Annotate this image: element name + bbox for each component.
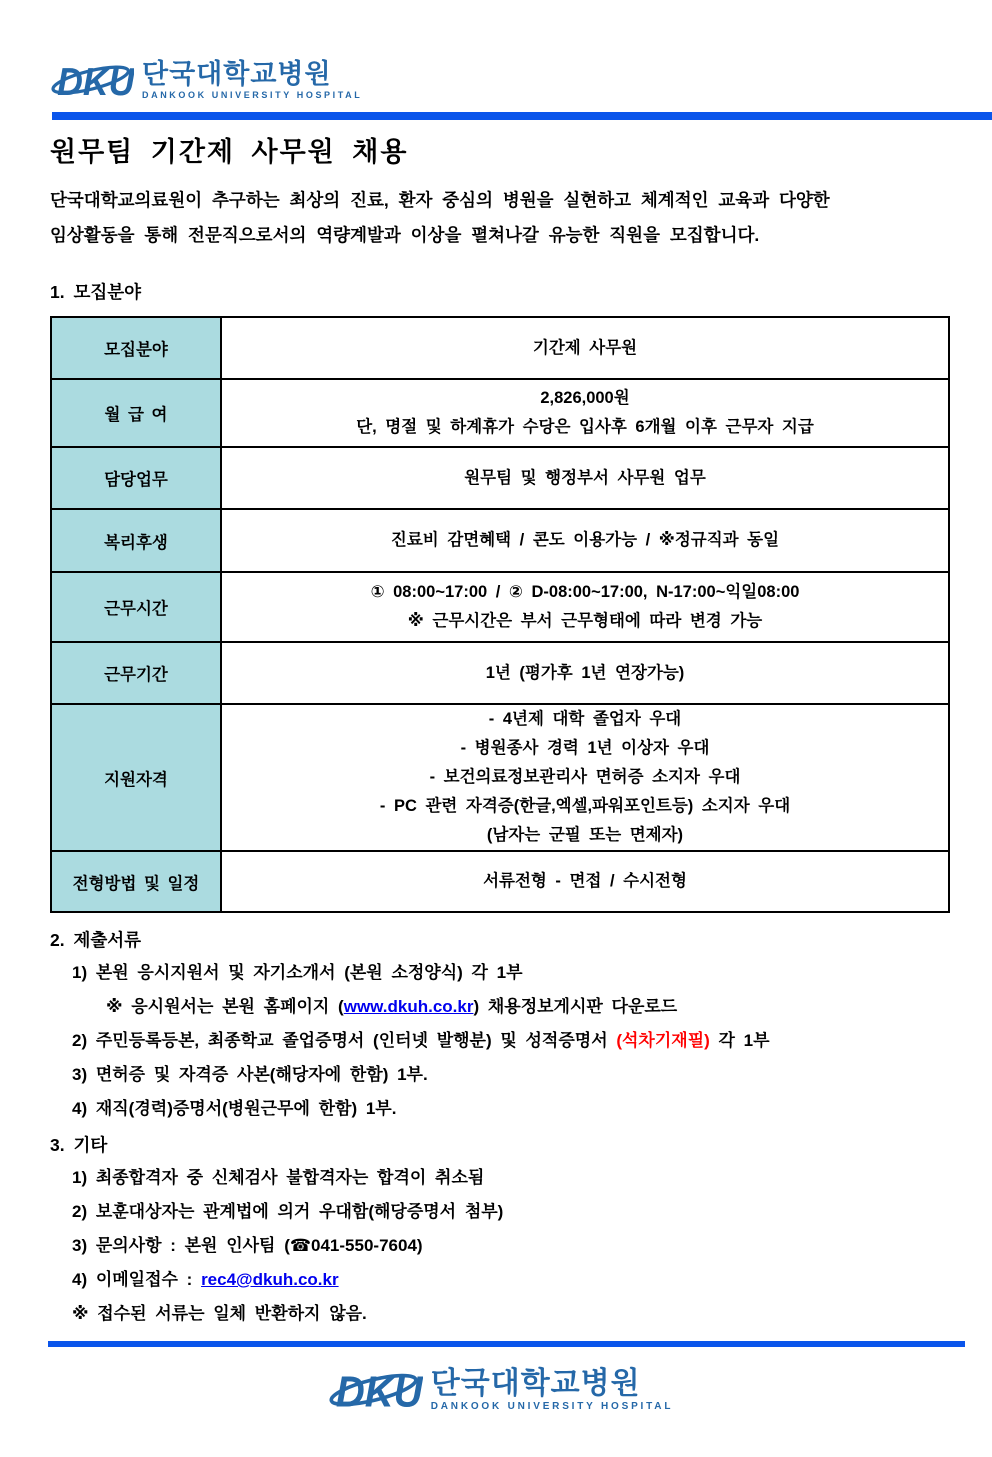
row-value-line: - 4년제 대학 졸업자 우대 <box>488 710 682 728</box>
recruitment-table <box>50 316 950 913</box>
row-value <box>221 509 949 572</box>
row-value-line: ※ 근무시간은 부서 근무형태에 따라 변경 가능 <box>407 612 763 630</box>
row-value <box>221 379 949 447</box>
row-label: 모집분야 <box>51 317 221 379</box>
list-item-text: 1) 최종합격자 중 신체검사 불합격자는 합격이 취소됨 <box>72 1168 485 1187</box>
row-value-line: - PC 관련 자격증(한글,엑셀,파워포인트등) 소지자 우대 <box>379 797 791 815</box>
list-item-text: 4) 재직(경력)증명서(병원근무에 한함) 1부. <box>72 1099 397 1118</box>
table-row <box>51 704 949 851</box>
list-item <box>50 1195 950 1229</box>
row-label: 복리후생 <box>51 509 221 572</box>
table-row <box>51 379 949 447</box>
row-value-line: 기간제 사무원 <box>532 338 638 357</box>
list-item-text: ※ 응시원서는 본원 홈페이지 ( <box>106 997 344 1016</box>
hospital-logo-footer <box>50 1361 950 1419</box>
list-item-text: 2) 주민등록등본, 최종학교 졸업증명서 (인터넷 발행분) 및 성적증명서 <box>72 1031 617 1050</box>
row-value-line: 서류전형 - 면접 / 수시전형 <box>483 872 687 890</box>
section3-heading: 3. 기타 <box>50 1135 108 1155</box>
row-value <box>221 572 949 642</box>
header <box>50 54 950 120</box>
list-item <box>50 1297 950 1331</box>
list-item-text: 4) 이메일접수 : <box>72 1270 202 1289</box>
list-item <box>50 1263 950 1297</box>
list-item <box>50 956 950 990</box>
red-note-text: (석차기재필) <box>616 1031 710 1050</box>
section1-heading: 1. 모집분야 <box>50 282 142 302</box>
list-item-text: 2) 보훈대상자는 관계법에 의거 우대함(해당증명서 첨부) <box>72 1202 504 1221</box>
list-item <box>50 1058 950 1092</box>
dku-emblem-icon <box>327 1361 423 1419</box>
row-label: 월 급 여 <box>51 379 221 447</box>
hospital-logo <box>50 54 950 106</box>
document-page <box>0 54 992 1419</box>
list-item <box>50 1229 950 1263</box>
row-value-line: 2,826,000원 <box>540 389 630 407</box>
row-label: 근무기간 <box>51 642 221 704</box>
row-value-line: 1년 (평가후 1년 연장가능) <box>485 663 685 682</box>
logo-english: DANKOOK UNIVERSITY HOSPITAL <box>142 90 363 100</box>
dku-emblem-text: DKU <box>57 59 134 104</box>
list-item-text: ※ 접수된 서류는 일체 반환하지 않음. <box>72 1304 367 1323</box>
table-row <box>51 642 949 704</box>
website-link[interactable]: www.dkuh.co.kr <box>343 997 474 1016</box>
list-item-text: 3) 면허증 및 자격증 사본(해당자에 한함) 1부. <box>72 1065 428 1084</box>
logo-english: DANKOOK UNIVERSITY HOSPITAL <box>430 1401 674 1412</box>
row-label: 근무시간 <box>51 572 221 642</box>
row-label: 담당업무 <box>51 447 221 509</box>
list-item <box>50 1024 950 1058</box>
table-row <box>51 572 949 642</box>
row-value <box>221 642 949 704</box>
list-item <box>50 1092 950 1126</box>
intro-paragraph <box>50 183 950 253</box>
dku-emblem-icon <box>50 54 134 106</box>
table-row <box>51 509 949 572</box>
table-row <box>51 851 949 912</box>
row-label: 지원자격 <box>51 704 221 851</box>
logo-korean: 단국대학교병원 <box>430 1367 641 1400</box>
list-item-text: 3) 문의사항 : 본원 인사팀 (☎041-550-7604) <box>72 1236 423 1255</box>
table-row <box>51 317 949 379</box>
row-value-line: - 병원종사 경력 1년 이상자 우대 <box>460 739 710 757</box>
submission-documents-list <box>50 956 950 1126</box>
row-value <box>221 317 949 379</box>
footer <box>50 1341 950 1419</box>
row-label: 전형방법 및 일정 <box>51 851 221 912</box>
list-item <box>50 990 950 1024</box>
row-value <box>221 704 949 851</box>
row-value-line: (남자는 군필 또는 면제자) <box>486 826 684 844</box>
intro-line: 임상활동을 통해 전문직으로서의 역량계발과 이상을 펼쳐나갈 유능한 직원을 모집합니다. <box>50 225 760 245</box>
footer-divider-bar <box>48 1341 965 1347</box>
header-divider-bar <box>52 112 992 120</box>
list-item-text: ) 채용정보게시판 다운로드 <box>473 997 678 1016</box>
logo-korean: 단국대학교병원 <box>142 59 332 89</box>
row-value-line: 단, 명절 및 하계휴가 수당은 입사후 6개월 이후 근무자 지급 <box>356 418 814 436</box>
section2-heading: 2. 제출서류 <box>50 930 142 950</box>
row-value <box>221 851 949 912</box>
row-value <box>221 447 949 509</box>
list-item-text: 1) 본원 응시지원서 및 자기소개서 (본원 소정양식) 각 1부 <box>72 963 523 982</box>
dku-emblem-text: DKU <box>335 1367 423 1417</box>
email-link[interactable]: rec4@dkuh.co.kr <box>201 1270 339 1289</box>
misc-notes-list <box>50 1161 950 1331</box>
list-item-text: 각 1부 <box>709 1031 770 1050</box>
list-item <box>50 1161 950 1195</box>
row-value-line: - 보건의료정보관리사 면허증 소지자 우대 <box>429 768 741 786</box>
intro-line: 단국대학교의료원이 추구하는 최상의 진료, 환자 중심의 병원을 실현하고 체계적인 교육과 다양한 <box>50 190 830 210</box>
row-value-line: 진료비 감면혜택 / 콘도 이용가능 / ※정규직과 동일 <box>390 531 780 549</box>
table-row <box>51 447 949 509</box>
page-title: 원무팀 기간제 사무원 채용 <box>50 137 409 167</box>
logo-text <box>431 1368 673 1412</box>
row-value-line: 원무팀 및 행정부서 사무원 업무 <box>464 468 706 487</box>
logo-text <box>142 60 362 100</box>
row-value-line: ① 08:00~17:00 / ② D-08:00~17:00, N-17:00~익일08:00 <box>370 583 800 601</box>
